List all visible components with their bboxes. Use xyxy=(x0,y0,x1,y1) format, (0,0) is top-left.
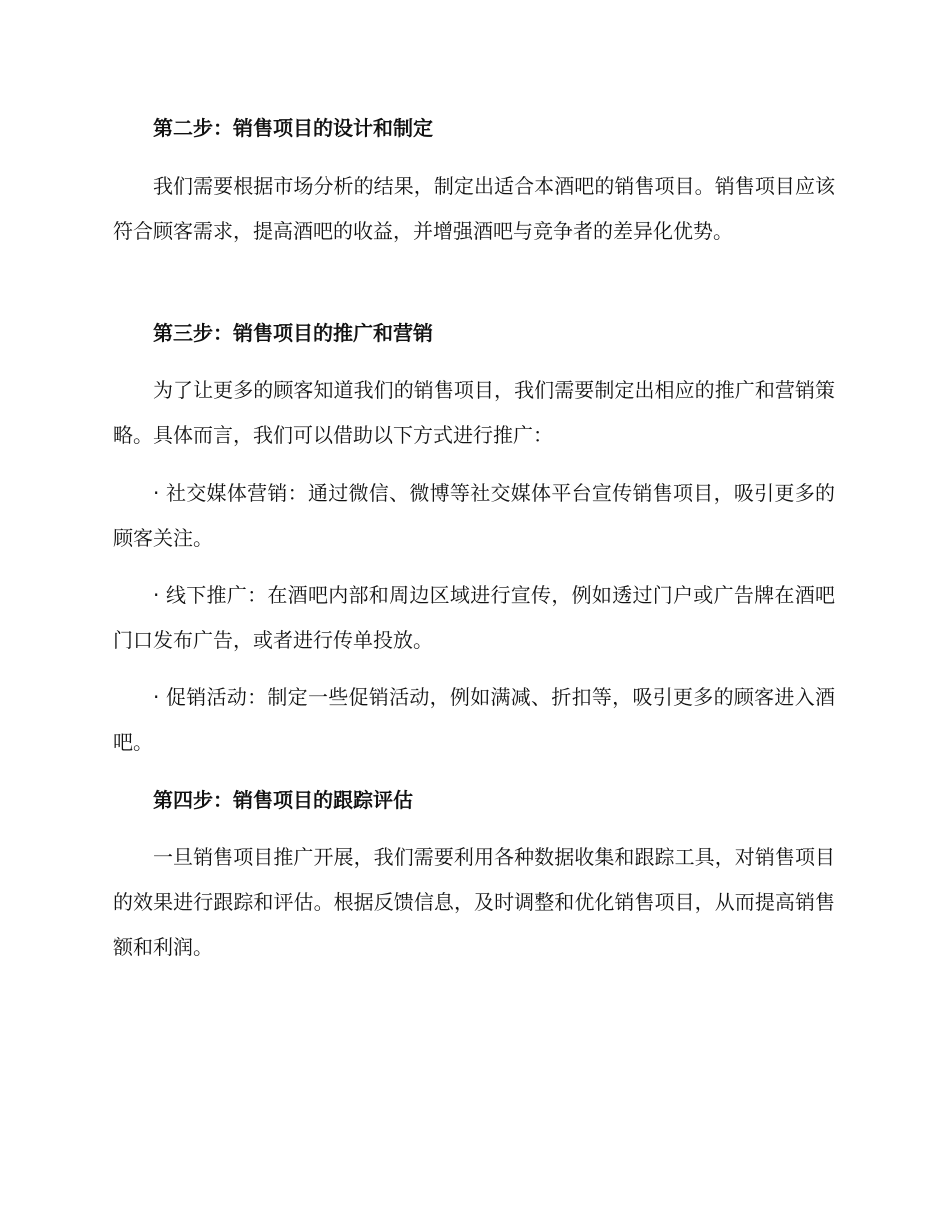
section-heading-step-3: 第三步：销售项目的推广和营销 xyxy=(153,321,433,345)
bullet-promotional-activities: · 促销活动：制定一些促销活动，例如满减、折扣等，吸引更多的顾客进入酒吧。 xyxy=(113,685,835,754)
paragraph-step-3-intro: 为了让更多的顾客知道我们的销售项目，我们需要制定出相应的推广和营销策略。具体而言，我们可以借助以下方式进行推广： xyxy=(113,378,835,447)
paragraph-step-2-intro: 我们需要根据市场分析的结果，制定出适合本酒吧的销售项目。销售项目应该符合顾客需求，提高酒吧的收益，并增强酒吧与竞争者的差异化优势。 xyxy=(113,174,835,243)
bullet-social-media-marketing: · 社交媒体营销：通过微信、微博等社交媒体平台宣传销售项目，吸引更多的顾客关注。 xyxy=(113,481,835,550)
bullet-offline-promotion: · 线下推广：在酒吧内部和周边区域进行宣传，例如透过门户或广告牌在酒吧门口发布广告，或者进行传单投放。 xyxy=(113,583,835,652)
section-heading-step-4: 第四步：销售项目的跟踪评估 xyxy=(153,788,413,812)
paragraph-step-4-intro: 一旦销售项目推广开展，我们需要利用各种数据收集和跟踪工具，对销售项目的效果进行跟踪和评估。根据反馈信息，及时调整和优化销售项目，从而提高销售额和利润。 xyxy=(113,845,835,959)
section-heading-step-2: 第二步：销售项目的设计和制定 xyxy=(153,116,433,140)
